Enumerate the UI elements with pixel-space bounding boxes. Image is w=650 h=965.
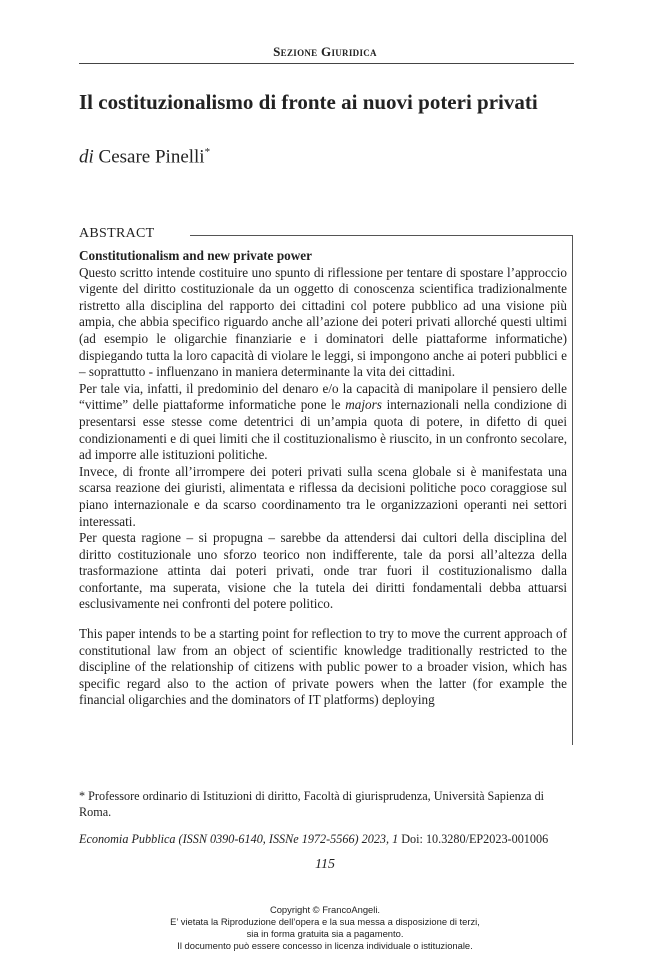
abstract-top-rule [190,235,572,236]
journal-citation [79,832,548,847]
copyright-line: Il documento può essere concesso in licenza individuale o istituzionale. [177,940,473,951]
abstract-heading: Constitutionalism and new private power [79,248,312,263]
copyright-line: sia in forma gratuita sia a pagamento. [246,928,404,939]
author-footnote: * Professore ordinario di Istituzioni di diritto, Facoltà di giurisprudenza, Università Sapienza di Roma. [79,789,545,819]
byline-prefix: di [79,146,94,168]
abstract-paragraph-it: Questo scritto intende costituire uno spunto di riflessione per tentare di spostare l’approccio vigente del diritto costituzionale da un oggetto di conoscenza scientifica tradizionalmente ristretto alla disciplina del rapporto dei cittadini col potere pubblico ad una visione più ampia, che abbia specifico riguardo anche all’azione dei poteri privati allorché questi ultimi (ad esempio le oligarchie finanziarie e i dominatori delle piattaforme informatiche) dispiegando tutta la loro capacità di violare le leggi, si impongono anche ai poteri pubblici e – soprattutto - influenzano in maniera determinante la vita dei cittadini. [79,264,567,380]
running-header: Sezione Giuridica [273,44,377,59]
byline [79,146,210,168]
author-name: Cesare Pinelli [98,146,205,168]
page-number: 115 [315,857,335,872]
article-title: Il costituzionalismo di fronte ai nuovi poteri privati [79,90,538,114]
copyright-line: Copyright © FrancoAngeli. [269,904,381,915]
abstract-paragraph-it: Per tale via, infatti, il predominio del denaro e/o la capacità di manipolare il pensiero delle “vittime” delle piattaforme informatiche pone le majors internazionali nella condizione di presentarsi esse stesse come detentrici di un’ampia quota di potere, in difetto di quei condizionamenti e di quei limiti che il costituzionalismo è riuscito, in un confronto secolare, ad imporre alle istituzioni politiche. [79,380,567,463]
abstract-paragraph-en: This paper intends to be a starting point for reflection to try to move the current approach of constitutional law from an object of scientific knowledge traditionally restricted to the discipline of the relationship of citizens with public power to a broader vision, which has specific regard also to the action of private powers when the latter (for example the financial oligarchies and the dominators of IT platforms) deploying [79,626,567,708]
majors-term: majors [345,397,382,413]
paragraph-gap [79,613,567,626]
copyright-line: E’ vietata la Riproduzione dell’opera e la sua messa a disposizione di terzi, [170,916,480,927]
abstract-paragraph-it: Invece, di fronte all’irrompere dei poteri privati sulla scena globale si è manifestata una scarsa reazione dei giuristi, alimentata e riflessa da decisioni politiche poco coraggiose sul piano internazionale e da scarso coordinamento tra le organizzazioni operanti nei settori interessati. [79,463,567,529]
doi: Doi: 10.3280/EP2023-001006 [401,832,549,846]
abstract-body [79,248,567,709]
journal-reference: Economia Pubblica (ISSN 0390-6140, ISSNe 1972-5566) 2023, 1 [79,832,399,846]
copyright-notice [0,904,650,952]
abstract-label: ABSTRACT [79,226,155,241]
header-rule [79,63,574,64]
abstract-paragraph-it: Per questa ragione – si propugna – sarebbe da attendersi dai cultori della disciplina del diritto costituzionale uno sforzo teorico non indifferente, tale da porsi all’altezza della trasformazione attinta dai poteri privati, onde trar fuori il costituzionalismo dalla confortante, ma superata, visione che la tutela dei diritti fondamentali debba attuarsi esclusivamente nei confronti del potere politico. [79,530,567,612]
footnote-marker: * [204,146,211,158]
abstract-right-rule [572,235,573,745]
